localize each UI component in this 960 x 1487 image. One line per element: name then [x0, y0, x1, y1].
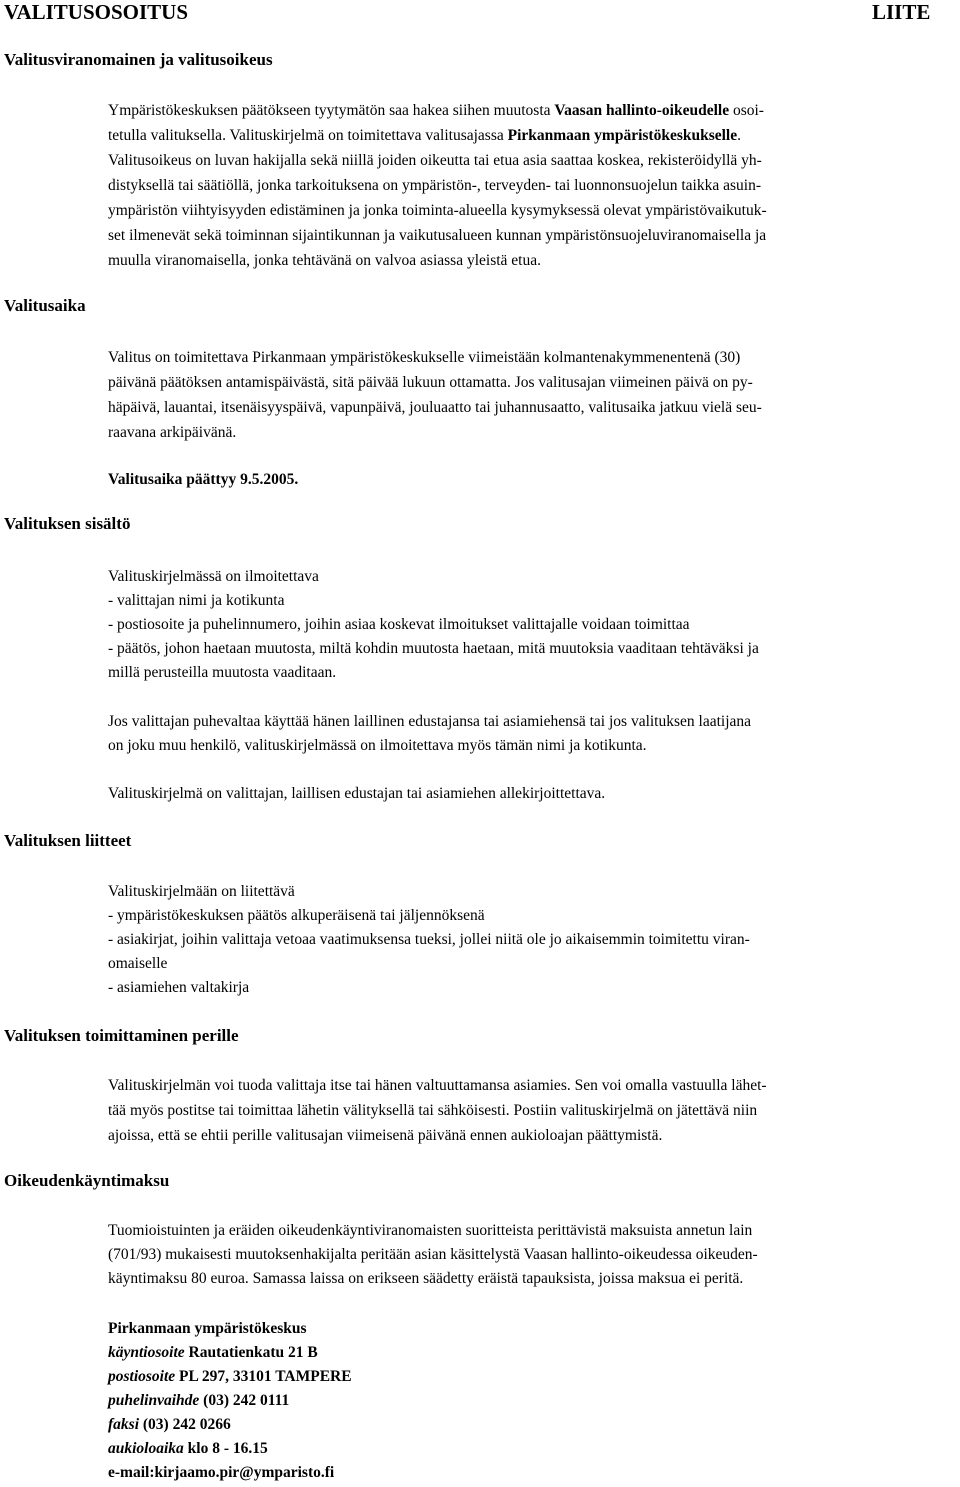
section-heading-fee: Oikeudenkäyntimaksu: [4, 1171, 170, 1190]
paragraph-line: muulla viranomaisella, jonka tehtävänä on valvoa asiassa yleistä etua.: [108, 252, 541, 269]
list-item: - asiakirjat, joihin valittaja vetoaa vaatimuksensa tueksi, jollei niitä ole jo aikaisemmin toimitettu viran-: [108, 931, 750, 948]
list-item: omaiselle: [108, 955, 168, 972]
visit-address: [108, 1340, 318, 1365]
postal-address-label: postiosoite: [108, 1368, 176, 1385]
section-heading-delivery: Valituksen toimittaminen perille: [4, 1026, 239, 1045]
text-run: osoi-: [729, 102, 764, 119]
paragraph-line: häpäivä, lauantai, itsenäisyyspäivä, vapunpäivä, jouluaatto tai juhannusaatto, valitusaika jatkuu vielä seu-: [108, 399, 762, 416]
paragraph-line: on joku muu henkilö, valituskirjelmässä on ilmoitettava myös tämän nimi ja kotikunta.: [108, 737, 647, 754]
postal-address: [108, 1364, 352, 1389]
text-run: tetulla valituksella. Valituskirjelmä on toimitettava valitusajassa: [108, 127, 508, 144]
fax: [108, 1412, 231, 1437]
postal-address-value: PL 297, 33101 TAMPERE: [175, 1368, 352, 1385]
paragraph-line: Valituskirjelmässä on ilmoitettava: [108, 568, 319, 585]
list-item: - ympäristökeskuksen päätös alkuperäisenä tai jäljennöksenä: [108, 907, 485, 924]
list-item: - postiosoite ja puhelinnumero, joihin asiaa koskevat ilmoitukset valittajalle voidaan toimittaa: [108, 616, 690, 633]
office-name: Pirkanmaan ympäristökeskukselle: [507, 127, 738, 144]
appendix-label: LIITE: [872, 0, 931, 24]
phone-label: puhelinvaihde: [108, 1392, 200, 1409]
list-item: - valittajan nimi ja kotikunta: [108, 592, 285, 609]
section-heading-authority: Valitusviranomainen ja valitusoikeus: [4, 50, 273, 69]
text-run: Ympäristökeskuksen päätökseen tyytymätön saa hakea siihen muutosta: [108, 102, 555, 119]
opening-hours: [108, 1436, 268, 1461]
visit-address-label: käyntiosoite: [108, 1344, 185, 1361]
paragraph-line: ajoissa, että se ehtii perille valitusajan viimeisenä päivänä ennen aukioloajan päättymistä.: [108, 1127, 663, 1144]
paragraph-line: päivänä päätöksen antamispäivästä, sitä päivää lukuun ottamatta. Jos valitusajan viimeinen päivä on py-: [108, 374, 753, 391]
paragraph-line: Valituskirjelmään on liitettävä: [108, 883, 295, 900]
paragraph-line: Valitus on toimitettava Pirkanmaan ympäristökeskukselle viimeistään kolmantenakymmenentenä (30): [108, 349, 741, 366]
list-item: - päätös, johon haetaan muutosta, miltä kohdin muutosta haetaan, mitä muutoksia vaaditaan tehtäväksi ja: [108, 640, 759, 657]
opening-hours-label: aukioloaika: [108, 1440, 184, 1457]
list-item: - asiamiehen valtakirja: [108, 979, 250, 996]
paragraph-line: Valituskirjelmä on valittajan, laillisen edustajan tai asiamiehen allekirjoittettava.: [108, 785, 606, 802]
paragraph-line: (701/93) mukaisesti muutoksenhakijalta peritään asian käsittelystä Vaasan hallinto-oikeudessa oikeuden-: [108, 1246, 758, 1263]
paragraph-line: [108, 123, 741, 148]
section-heading-period: Valitusaika: [4, 296, 86, 315]
paragraph-line: distyksellä tai säätiöllä, jonka tarkoituksena on ympäristön-, terveyden- tai luonnonsuojelun taikka asuin-: [108, 177, 761, 194]
visit-address-value: Rautatienkatu 21 B: [184, 1344, 318, 1361]
paragraph-line: Jos valittajan puhevaltaa käyttää hänen laillinen edustajansa tai asiamiehensä tai jos valituksen laatijana: [108, 713, 752, 730]
deadline-text: Valitusaika päättyy 9.5.2005.: [108, 471, 299, 488]
list-item: millä perusteilla muutosta vaaditaan.: [108, 664, 337, 681]
paragraph-line: raavana arkipäivänä.: [108, 424, 237, 441]
section-heading-attachments: Valituksen liitteet: [4, 831, 132, 850]
office-name: Pirkanmaan ympäristökeskus: [108, 1320, 307, 1337]
paragraph-line: ympäristön viihtyisyyden edistäminen ja jonka toiminta-alueella kysymyksessä olevat ympäristövaikutuk-: [108, 202, 767, 219]
paragraph-line: Tuomioistuinten ja eräiden oikeudenkäyntiviranomaisten suoritteista perittävistä maksuista annetun lain: [108, 1222, 753, 1239]
fax-value: (03) 242 0266: [139, 1416, 231, 1433]
paragraph-line: [108, 98, 764, 123]
document-title: VALITUSOSOITUS: [4, 0, 189, 24]
phone: [108, 1388, 289, 1413]
court-name: Vaasan hallinto-oikeudelle: [554, 102, 730, 119]
email-address: e-mail:kirjaamo.pir@ymparisto.fi: [108, 1464, 335, 1481]
text-run: .: [737, 127, 741, 144]
opening-hours-value: klo 8 - 16.15: [183, 1440, 268, 1457]
fax-label: faksi: [108, 1416, 139, 1433]
paragraph-line: tää myös postitse tai toimittaa lähetin välityksellä tai sähköisesti. Postiin valituskirjelmä on jätettävä niin: [108, 1102, 758, 1119]
paragraph-line: Valituskirjelmän voi tuoda valittaja itse tai hänen valtuuttamansa asiamies. Sen voi omalla vastuulla lähet-: [108, 1077, 767, 1094]
paragraph-line: set ilmenevät sekä toiminnan sijaintikunnan ja vaikutusalueen kunnan ympäristönsuojeluviranomaisella ja: [108, 227, 767, 244]
section-heading-content: Valituksen sisältö: [4, 514, 131, 533]
paragraph-line: käyntimaksu 80 euroa. Samassa laissa on erikseen säädetty eräistä tapauksista, joissa maksua ei peritä.: [108, 1270, 744, 1287]
phone-value: (03) 242 0111: [199, 1392, 290, 1409]
paragraph-line: Valitusoikeus on luvan hakijalla sekä niillä joiden oikeutta tai etua asia saattaa koskea, rekisteröidyllä yh-: [108, 152, 762, 169]
